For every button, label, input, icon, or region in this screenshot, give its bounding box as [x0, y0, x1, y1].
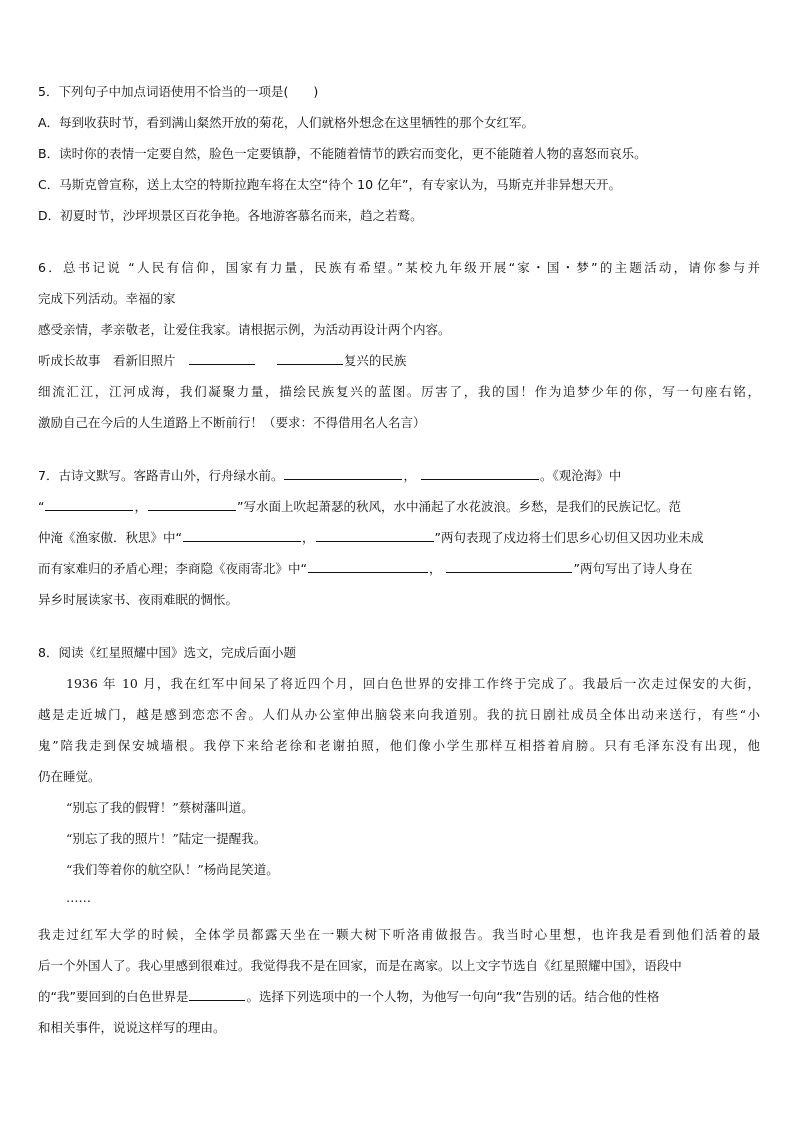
question-5-option-d: D．初夏时节，沙坪坝景区百花争艳。各地游客慕名而来，趋之若鹜。: [38, 208, 423, 223]
question-7-line-4: [38, 559, 760, 579]
question-5-option-a: A．每到收获时节，看到满山粲然开放的菊花，人们就格外想念在这里牺牲的那个女红军。: [38, 115, 535, 130]
question-8-prompt: 以上文字节选自《红星照耀中国》，语段中: [450, 958, 682, 973]
question-7-text: ，: [134, 499, 147, 514]
question-6-line-5: 细流汇江，江河成海，我们凝聚力量，描绘民族复兴的蓝图。厉害了，我的国！作为追梦少年的你，写一句座右铭，: [38, 384, 760, 399]
answer-blank[interactable]: [284, 466, 402, 480]
question-6-line-2: 完成下列活动。幸福的家: [38, 291, 176, 306]
question-7-line-3: [38, 528, 760, 548]
answer-blank[interactable]: [148, 497, 236, 511]
passage-paragraph-1-line-3: 鬼”陪我走到保安城墙根。我停下来给老徐和老谢拍照，他们像小学生那样互相搭着肩膀。只有毛泽东没有出现，他: [38, 738, 760, 753]
question-7-text: ，: [403, 468, 416, 483]
answer-blank[interactable]: [189, 987, 245, 1001]
answer-blank[interactable]: [308, 559, 428, 573]
passage-paragraph-1-line-4: 仍在睡觉。: [38, 769, 101, 784]
question-8-prompt-line-3: [38, 987, 760, 1007]
question-6-line-6: 激励自己在今后的人生道路上不断前行！（要求：不得借用名人名言）: [38, 415, 426, 430]
question-6-examples: 听成长故事 看新旧照片: [38, 353, 189, 368]
answer-blank[interactable]: [277, 351, 343, 365]
question-7-text: 仲淹《渔家傲．秋思》中“: [38, 530, 182, 545]
question-7-text: ，: [301, 530, 315, 545]
passage-paragraph-2-line-1: 我走过红军大学的时候，全体学员都露天坐在一颗大树下听洛甫做报告。我当时心里想，也许我是看到他们活着的最: [38, 927, 760, 942]
question-6-line-1: 6．总书记说 “人民有信仰，国家有力量，民族有希望。”某校九年级开展“家・国・梦”的主题活动，请你参与并: [38, 260, 760, 275]
passage-paragraph-2-line-2: [38, 956, 760, 976]
question-6-example-tail: 复兴的民族: [343, 353, 407, 368]
question-8-prompt: 。选择下列选项中的一个人物，为他写一句向“我”告别的话。结合他的性格: [246, 989, 660, 1004]
passage-quote-2: “别忘了我的照片！”陆定一提醒我。: [66, 831, 267, 846]
question-7-text: ，: [428, 561, 442, 576]
question-7-text: ”两句表现了戍边将士们思乡心切但又因功业未成: [434, 530, 704, 545]
answer-blank[interactable]: [446, 559, 572, 573]
question-6-line-4: [38, 351, 760, 371]
question-7-text: ”两句写出了诗人身在: [573, 561, 693, 576]
passage-paragraph-1-line-2: 越是走近城门，越是感到恋恋不舍。人们从办公室伸出脑袋来向我道别。我的抗日剧社成员全体出动来送行，有些“小: [38, 707, 760, 722]
question-7-line-5: 异乡时展读家书、夜雨难眠的惆怅。: [38, 592, 239, 607]
question-5-option-c: C．马斯克曾宣称，送上太空的特斯拉跑车将在太空“待个 10 亿年”，有专家认为，马斯克并非异想天开。: [38, 177, 622, 192]
question-6-line-3: 感受亲情，孝亲敬老，让爱住我家。请根据示例，为活动再设计两个内容。: [38, 322, 451, 337]
passage-ellipsis: ……: [66, 890, 91, 905]
question-5-stem: 5．下列句子中加点词语使用不恰当的一项是( ): [38, 84, 319, 99]
question-5-option-b: B．读时你的表情一定要自然，脸色一定要镇静，不能随着情节的跌宕而变化，更不能随着人物的喜怒而哀乐。: [38, 146, 647, 161]
question-7-line-1: [38, 466, 760, 486]
question-7-text: 7．古诗文默写。客路青山外，行舟绿水前。: [38, 468, 284, 483]
answer-blank[interactable]: [183, 528, 301, 542]
question-8-prompt-line-4: 和相关事件，说说这样写的理由。: [38, 1020, 226, 1035]
question-7-text: ”写水面上吹起萧瑟的秋风，水中涌起了水花波浪。乡愁，是我们的民族记忆。范: [237, 499, 681, 514]
passage-text: 后一个外国人了。我心里感到很难过。我觉得我不是在回家，而是在离家。: [38, 958, 451, 973]
question-8-prompt: 的“我”要回到的白色世界是: [38, 989, 189, 1004]
question-7-line-2: [38, 497, 760, 517]
question-7-text: 。《观沧海》中: [539, 468, 622, 483]
passage-quote-3: “我们等着你的航空队！”杨尚昆笑道。: [66, 862, 279, 877]
passage-quote-1: “别忘了我的假臂！”蔡树藩叫道。: [66, 800, 254, 815]
answer-blank[interactable]: [45, 497, 133, 511]
question-8-stem: 8．阅读《红星照耀中国》选文，完成后面小题: [38, 645, 296, 660]
answer-blank[interactable]: [316, 528, 434, 542]
question-7-text: “: [38, 499, 45, 514]
answer-blank[interactable]: [189, 351, 255, 365]
question-7-text: 而有家难归的矛盾心理；李商隐《夜雨寄北》中“: [38, 561, 307, 576]
answer-blank[interactable]: [421, 466, 539, 480]
passage-paragraph-1-line-1: 1936 年 10 月，我在红军中间呆了将近四个月，回白色世界的安排工作终于完成了。我最后一次走过保安的大街，: [66, 676, 760, 691]
